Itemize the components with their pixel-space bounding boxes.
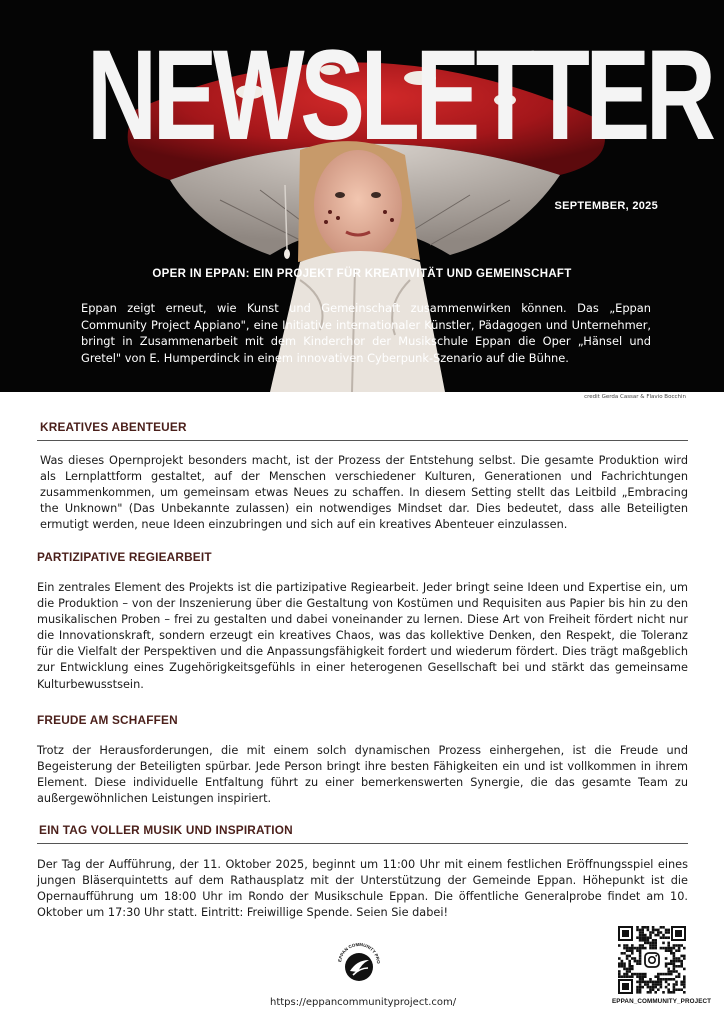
qr-module bbox=[649, 988, 652, 991]
qr-module bbox=[649, 978, 652, 981]
qr-module bbox=[673, 983, 676, 986]
qr-module bbox=[628, 949, 631, 952]
qr-module bbox=[673, 955, 676, 958]
qr-module bbox=[667, 929, 670, 932]
qr-module bbox=[662, 947, 665, 950]
qr-module bbox=[683, 986, 686, 989]
qr-module bbox=[641, 926, 644, 929]
qr-module bbox=[683, 968, 686, 971]
qr-module bbox=[660, 986, 663, 989]
hero-banner bbox=[0, 0, 724, 392]
qr-module bbox=[639, 947, 642, 950]
qr-module bbox=[636, 981, 639, 984]
qr-module bbox=[639, 939, 642, 942]
qr-module bbox=[660, 936, 663, 939]
qr-module bbox=[657, 931, 660, 934]
qr-module bbox=[670, 949, 673, 952]
hero-lead-paragraph: Eppan zeigt erneut, wie Kunst und Gemeinschaft zusammenwirken können. Das „Eppan Community Project Appiano", eine Initiative internationaler Künstler, Pädagogen und Unternehmer, bringt in Zusammenarbeit mit dem Kinderchor der Musikschule Eppan die Oper „Hänsel und Gretel" von E. Humperdinck in einem innovativen Cyberpunk-Szenario auf die Bühne. bbox=[81, 301, 651, 365]
qr-module bbox=[657, 988, 660, 991]
qr-module bbox=[662, 942, 665, 945]
qr-module bbox=[657, 975, 660, 978]
qr-module bbox=[631, 975, 634, 978]
qr-module bbox=[683, 981, 686, 984]
qr-module bbox=[641, 939, 644, 942]
qr-module bbox=[641, 973, 644, 976]
qr-module bbox=[641, 978, 644, 981]
qr-module bbox=[649, 947, 652, 950]
qr-module bbox=[639, 986, 642, 989]
qr-module bbox=[639, 949, 642, 952]
section-title: PARTIZIPATIVE REGIEARBEIT bbox=[37, 550, 212, 564]
qr-module bbox=[634, 960, 637, 963]
qr-module bbox=[631, 973, 634, 976]
qr-module bbox=[662, 936, 665, 939]
qr-module bbox=[675, 944, 678, 947]
qr-module bbox=[662, 978, 665, 981]
qr-module bbox=[657, 981, 660, 984]
qr-module bbox=[626, 947, 629, 950]
qr-module bbox=[683, 975, 686, 978]
qr-module bbox=[667, 973, 670, 976]
qr-module bbox=[678, 988, 681, 991]
qr-module bbox=[670, 991, 673, 994]
qr-module bbox=[654, 929, 657, 932]
qr-module bbox=[644, 942, 647, 945]
qr-module bbox=[628, 962, 631, 965]
qr-module bbox=[639, 991, 642, 994]
qr-module bbox=[667, 968, 670, 971]
qr-module bbox=[649, 936, 652, 939]
qr-module bbox=[641, 986, 644, 989]
qr-code[interactable] bbox=[617, 925, 687, 995]
qr-module bbox=[670, 952, 673, 955]
qr-module bbox=[678, 944, 681, 947]
qr-module bbox=[654, 939, 657, 942]
qr-module bbox=[649, 986, 652, 989]
qr-module bbox=[644, 975, 647, 978]
qr-module bbox=[652, 981, 655, 984]
qr-module bbox=[626, 970, 629, 973]
qr-module bbox=[618, 962, 621, 965]
qr-module bbox=[670, 978, 673, 981]
qr-module bbox=[636, 949, 639, 952]
qr-module bbox=[680, 962, 683, 965]
qr-module bbox=[652, 942, 655, 945]
qr-module bbox=[652, 986, 655, 989]
qr-module bbox=[636, 991, 639, 994]
qr-module bbox=[673, 978, 676, 981]
qr-module bbox=[626, 968, 629, 971]
qr-module bbox=[673, 970, 676, 973]
qr-module bbox=[626, 955, 629, 958]
qr-module bbox=[641, 931, 644, 934]
qr-module bbox=[654, 991, 657, 994]
qr-module bbox=[628, 975, 631, 978]
qr-module bbox=[683, 991, 686, 994]
qr-module bbox=[678, 975, 681, 978]
qr-module bbox=[662, 991, 665, 994]
newsletter-masthead: NEWSLETTER bbox=[86, 24, 712, 167]
qr-module bbox=[665, 978, 668, 981]
qr-module bbox=[652, 944, 655, 947]
qr-module bbox=[673, 991, 676, 994]
qr-module bbox=[623, 952, 626, 955]
qr-module bbox=[652, 947, 655, 950]
qr-module bbox=[654, 934, 657, 937]
qr-module bbox=[631, 968, 634, 971]
qr-module bbox=[618, 970, 621, 973]
qr-module bbox=[683, 955, 686, 958]
qr-module bbox=[631, 957, 634, 960]
qr-module bbox=[654, 947, 657, 950]
section-title: EIN TAG VOLLER MUSIK UND INSPIRATION bbox=[39, 823, 293, 837]
qr-module bbox=[673, 960, 676, 963]
qr-module bbox=[654, 942, 657, 945]
qr-module bbox=[678, 973, 681, 976]
qr-module bbox=[657, 973, 660, 976]
qr-module bbox=[644, 947, 647, 950]
qr-module bbox=[654, 944, 657, 947]
qr-module bbox=[618, 975, 621, 978]
qr-module bbox=[647, 929, 650, 932]
qr-module bbox=[626, 944, 629, 947]
qr-module bbox=[639, 960, 642, 963]
qr-module bbox=[621, 975, 624, 978]
qr-module bbox=[652, 926, 655, 929]
qr-module bbox=[634, 947, 637, 950]
qr-module bbox=[628, 960, 631, 963]
qr-module bbox=[636, 988, 639, 991]
qr-module bbox=[670, 973, 673, 976]
qr-module bbox=[660, 978, 663, 981]
qr-module bbox=[667, 962, 670, 965]
section-body: Trotz der Herausforderungen, die mit einem solch dynamischen Prozess einhergehen, ist die Freude und Begeisterung der Beteiligten spürbar. Jede Person bringt ihre besten Fähigkeiten ein und ist vollkommen in ihrem Element. Diese individuelle Entfaltung führt zu einer bemerkenswerten Synergie, die das gesamte Team zu außergewöhnlichen Leistungen inspiriert. bbox=[37, 744, 688, 806]
qr-module bbox=[644, 939, 647, 942]
qr-module bbox=[644, 973, 647, 976]
qr-module bbox=[631, 949, 634, 952]
qr-module bbox=[665, 936, 668, 939]
photo-credit: credit Gerda Cassar & Flavio Bocchin bbox=[584, 394, 686, 400]
section-body: Was dieses Opernprojekt besonders macht, ist der Prozess der Entstehung selbst. Die gesamte Produktion wird als Lernplattform gestaltet, auf der Menschen verschiedener Kulturen, Generationen und Fachrichtungen zusammenkommen, um gemeinsam etwas Neues zu schaffen. In diesem Setting stellt das Leitbild „Embracing the Unknown" (Das Unbekannte zulassen) ein notwendiges Mindset dar. Dies bedeutet, dass alle Beteiligten ermutigt werden, neue Ideen einzubringen und sich auf ein kreatives Abenteuer einzulassen. bbox=[40, 454, 688, 532]
qr-module bbox=[639, 929, 642, 932]
qr-module bbox=[667, 931, 670, 934]
qr-module bbox=[639, 957, 642, 960]
qr-module bbox=[639, 983, 642, 986]
qr-module bbox=[634, 957, 637, 960]
qr-module bbox=[670, 960, 673, 963]
qr-module bbox=[644, 983, 647, 986]
qr-module bbox=[652, 939, 655, 942]
qr-module bbox=[667, 978, 670, 981]
qr-module bbox=[657, 934, 660, 937]
qr-module bbox=[641, 975, 644, 978]
qr-module bbox=[639, 934, 642, 937]
qr-module bbox=[636, 926, 639, 929]
qr-module bbox=[626, 949, 629, 952]
qr-module bbox=[641, 981, 644, 984]
qr-module bbox=[636, 986, 639, 989]
section-body: Der Tag der Aufführung, der 11. Oktober 2025, beginnt um 11:00 Uhr mit einem festlichen Eröffnungsspiel eines jungen Bläserquintetts auf dem Rathausplatz mit der Unterstützung der Gemeinde Eppan. Höhepunkt ist die Opernaufführung um 18:00 Uhr im Rondo der Musikschule Eppan. Die öffentliche Generalprobe findet am 10. Oktober um 17:30 Uhr statt. Eintritt: Freiwillige Spende. Seien Sie dabei! bbox=[37, 858, 688, 920]
qr-module bbox=[683, 983, 686, 986]
qr-module bbox=[639, 952, 642, 955]
qr-module bbox=[680, 981, 683, 984]
qr-module bbox=[621, 962, 624, 965]
qr-module bbox=[675, 975, 678, 978]
qr-module bbox=[628, 965, 631, 968]
qr-module bbox=[623, 973, 626, 976]
qr-module bbox=[667, 936, 670, 939]
qr-module bbox=[665, 957, 668, 960]
qr-module bbox=[628, 955, 631, 958]
qr-module bbox=[665, 929, 668, 932]
qr-module bbox=[660, 931, 663, 934]
qr-module bbox=[660, 926, 663, 929]
hero-headline: OPER IN EPPAN: EIN PROJEKT FÜR KREATIVITÄT UND GEMEINSCHAFT bbox=[152, 268, 572, 280]
qr-module bbox=[665, 986, 668, 989]
qr-module bbox=[660, 947, 663, 950]
qr-module bbox=[644, 981, 647, 984]
qr-module bbox=[636, 947, 639, 950]
qr-module bbox=[665, 962, 668, 965]
qr-module bbox=[623, 944, 626, 947]
qr-module bbox=[680, 983, 683, 986]
qr-module bbox=[644, 934, 647, 937]
qr-module bbox=[639, 981, 642, 984]
eppan-community-project-logo bbox=[333, 938, 385, 990]
section-title: KREATIVES ABENTEUER bbox=[40, 420, 187, 434]
qr-module bbox=[644, 926, 647, 929]
qr-module bbox=[683, 947, 686, 950]
qr-module bbox=[626, 973, 629, 976]
qr-module bbox=[660, 981, 663, 984]
qr-module bbox=[649, 942, 652, 945]
qr-module bbox=[652, 983, 655, 986]
qr-module bbox=[647, 939, 650, 942]
qr-module bbox=[636, 975, 639, 978]
qr-module bbox=[628, 970, 631, 973]
qr-module bbox=[631, 952, 634, 955]
qr-module bbox=[636, 960, 639, 963]
section-divider bbox=[37, 843, 688, 844]
qr-module bbox=[662, 926, 665, 929]
qr-module bbox=[641, 947, 644, 950]
qr-module bbox=[657, 983, 660, 986]
qr-module bbox=[675, 957, 678, 960]
qr-module bbox=[634, 973, 637, 976]
qr-module bbox=[673, 947, 676, 950]
section-tag-voller-musik bbox=[37, 823, 688, 921]
qr-module bbox=[647, 981, 650, 984]
qr-module bbox=[626, 957, 629, 960]
qr-module bbox=[667, 942, 670, 945]
qr-module bbox=[673, 944, 676, 947]
qr-module bbox=[647, 983, 650, 986]
qr-module bbox=[636, 973, 639, 976]
qr-module bbox=[652, 931, 655, 934]
qr-module bbox=[641, 944, 644, 947]
section-divider bbox=[37, 440, 688, 441]
qr-module bbox=[678, 949, 681, 952]
qr-module bbox=[641, 929, 644, 932]
qr-module bbox=[647, 942, 650, 945]
qr-module bbox=[623, 962, 626, 965]
qr-module bbox=[657, 978, 660, 981]
qr-module bbox=[665, 947, 668, 950]
qr-module bbox=[631, 965, 634, 968]
section-partizipative-regiearbeit bbox=[37, 550, 688, 693]
qr-module bbox=[652, 929, 655, 932]
qr-module bbox=[621, 965, 624, 968]
qr-module bbox=[675, 983, 678, 986]
qr-module bbox=[641, 934, 644, 937]
qr-module bbox=[654, 986, 657, 989]
qr-module bbox=[667, 991, 670, 994]
qr-module bbox=[639, 962, 642, 965]
qr-module bbox=[665, 931, 668, 934]
qr-module bbox=[662, 934, 665, 937]
qr-module bbox=[667, 988, 670, 991]
qr-module bbox=[621, 960, 624, 963]
qr-module bbox=[665, 973, 668, 976]
qr-module bbox=[621, 952, 624, 955]
qr-module bbox=[665, 981, 668, 984]
qr-module bbox=[667, 983, 670, 986]
qr-caption: EPPAN_COMMUNITY_PROJECT bbox=[612, 998, 712, 1005]
qr-module bbox=[623, 947, 626, 950]
qr-module bbox=[628, 968, 631, 971]
qr-module bbox=[618, 973, 621, 976]
qr-module bbox=[680, 988, 683, 991]
section-body: Ein zentrales Element des Projekts ist die partizipative Regiearbeit. Jeder bringt seine Ideen und Expertise ein, um die Produktion – von der Inszenierung über die Gestaltung von Kostümen und Requisiten aus Papier bis hin zu den musikalischen Proben – frei zu gestalten und dabei voneinander zu lernen. Diese Art von Freiheit fördert nicht nur die Innovationskraft, sondern erzeugt ein kreatives Chaos, was das kollektive Denken, den Respekt, die Toleranz für die Vielfalt der Perspektiven und die Anpassungsfähigkeit fordert und wiederum fördert. Dies trägt maßgeblich zur Entwicklung eines Zugehörigkeitsgefühls in einer heterogenen Gesellschaft bei und stärkt das gemeinsame Kulturbewusstsein. bbox=[37, 581, 688, 691]
qr-module bbox=[623, 965, 626, 968]
qr-module bbox=[649, 931, 652, 934]
qr-module bbox=[670, 947, 673, 950]
qr-module bbox=[680, 960, 683, 963]
qr-module bbox=[631, 947, 634, 950]
qr-module bbox=[623, 968, 626, 971]
qr-module bbox=[678, 957, 681, 960]
issue-date: SEPTEMBER, 2025 bbox=[554, 200, 658, 212]
qr-module bbox=[680, 965, 683, 968]
qr-module bbox=[618, 957, 621, 960]
qr-module bbox=[631, 944, 634, 947]
section-title: FREUDE AM SCHAFFEN bbox=[37, 713, 178, 727]
qr-module bbox=[667, 944, 670, 947]
qr-module bbox=[618, 944, 621, 947]
qr-module bbox=[675, 981, 678, 984]
qr-module bbox=[673, 988, 676, 991]
qr-module bbox=[644, 936, 647, 939]
qr-module bbox=[660, 973, 663, 976]
qr-module bbox=[639, 955, 642, 958]
qr-module bbox=[667, 947, 670, 950]
qr-module bbox=[678, 960, 681, 963]
qr-module bbox=[649, 991, 652, 994]
qr-module bbox=[678, 947, 681, 950]
qr-module bbox=[675, 965, 678, 968]
qr-module bbox=[626, 975, 629, 978]
qr-module bbox=[670, 970, 673, 973]
qr-module bbox=[647, 936, 650, 939]
qr-module bbox=[665, 965, 668, 968]
qr-module bbox=[649, 981, 652, 984]
qr-module bbox=[639, 944, 642, 947]
qr-module bbox=[667, 949, 670, 952]
qr-module bbox=[678, 965, 681, 968]
qr-module bbox=[680, 944, 683, 947]
qr-module bbox=[639, 975, 642, 978]
qr-module bbox=[660, 983, 663, 986]
qr-module bbox=[673, 965, 676, 968]
qr-module bbox=[639, 978, 642, 981]
qr-module bbox=[665, 949, 668, 952]
section-kreatives-abenteuer bbox=[37, 420, 688, 533]
qr-module bbox=[673, 952, 676, 955]
qr-module bbox=[647, 926, 650, 929]
qr-module bbox=[641, 936, 644, 939]
qr-module bbox=[628, 947, 631, 950]
qr-module bbox=[636, 936, 639, 939]
qr-module bbox=[652, 988, 655, 991]
qr-module bbox=[673, 957, 676, 960]
qr-module bbox=[654, 975, 657, 978]
qr-module bbox=[639, 973, 642, 976]
qr-module bbox=[649, 944, 652, 947]
qr-module bbox=[649, 934, 652, 937]
qr-module bbox=[667, 970, 670, 973]
qr-module bbox=[618, 965, 621, 968]
qr-module bbox=[647, 986, 650, 989]
qr-module bbox=[647, 991, 650, 994]
qr-module bbox=[673, 962, 676, 965]
qr-module bbox=[654, 983, 657, 986]
qr-module bbox=[675, 949, 678, 952]
section-freude-am-schaffen bbox=[37, 713, 688, 807]
logo-lettering: EPPAN COMMUNITY PRO bbox=[337, 941, 382, 964]
qr-module bbox=[673, 986, 676, 989]
qr-module bbox=[675, 988, 678, 991]
qr-module bbox=[639, 936, 642, 939]
qr-module bbox=[675, 970, 678, 973]
qr-module bbox=[680, 955, 683, 958]
qr-module bbox=[670, 962, 673, 965]
qr-module bbox=[639, 931, 642, 934]
qr-module bbox=[636, 962, 639, 965]
website-link[interactable]: https://eppancommunityproject.com/ bbox=[270, 997, 457, 1008]
qr-module bbox=[673, 968, 676, 971]
qr-module bbox=[683, 957, 686, 960]
qr-module bbox=[623, 975, 626, 978]
qr-module bbox=[675, 960, 678, 963]
qr-module bbox=[639, 988, 642, 991]
qr-module bbox=[662, 973, 665, 976]
qr-module bbox=[657, 929, 660, 932]
qr-module bbox=[636, 929, 639, 932]
qr-module bbox=[683, 978, 686, 981]
qr-module bbox=[654, 981, 657, 984]
